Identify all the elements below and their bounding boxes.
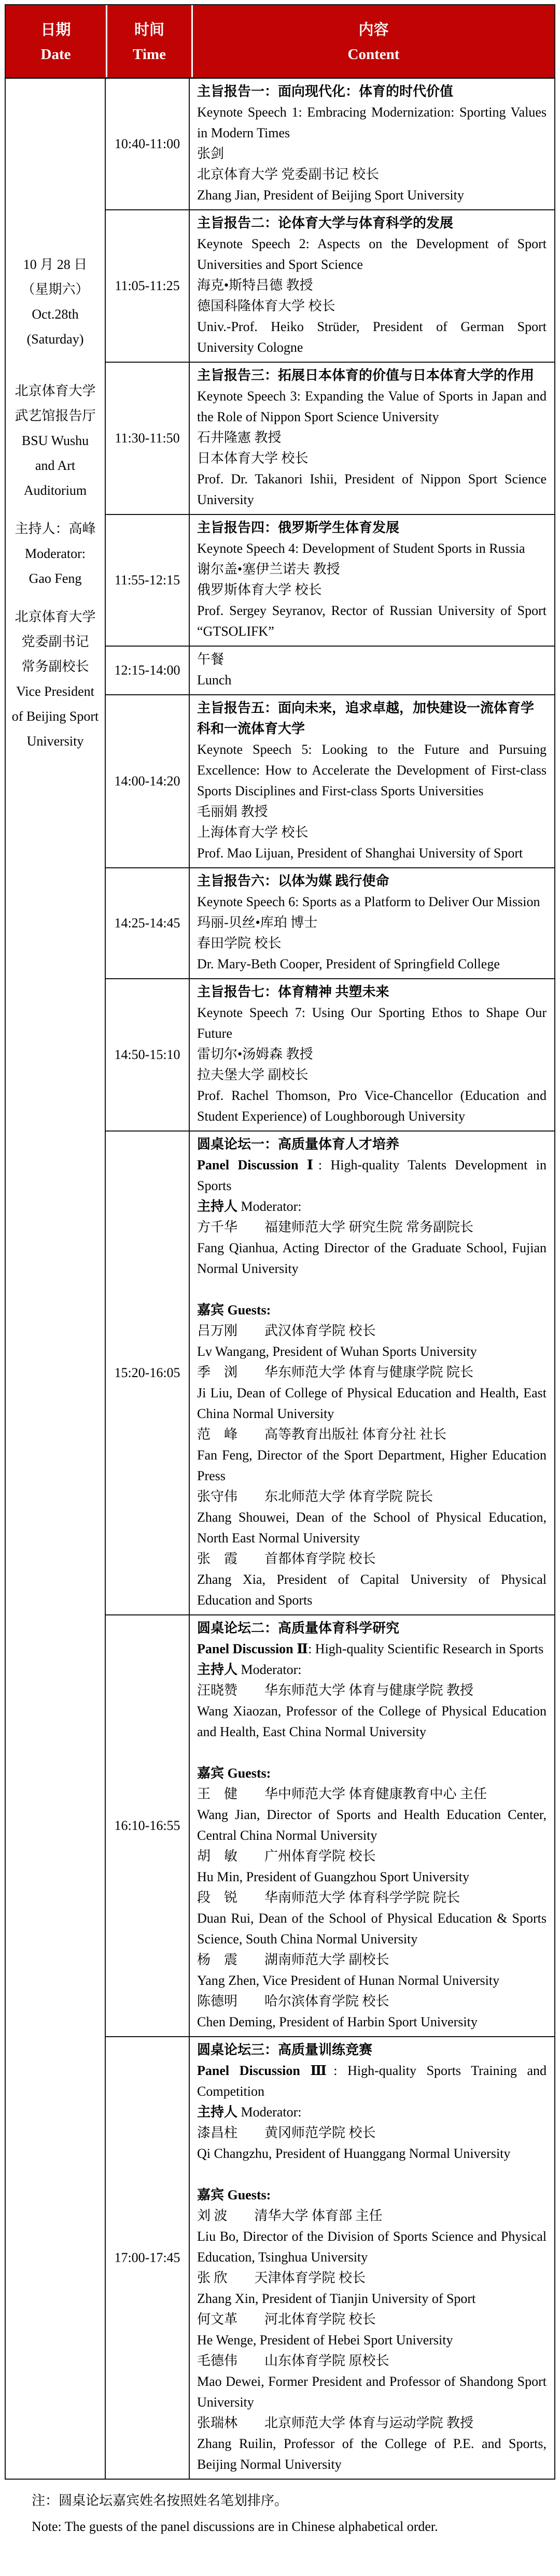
content-cell bbox=[190, 979, 554, 1130]
time-cell: 11:05-11:25 bbox=[106, 210, 190, 362]
content-cell bbox=[190, 363, 554, 514]
content-line: 漆昌柱 黄冈师范学院 校长 bbox=[197, 2125, 376, 2140]
table-row bbox=[106, 515, 554, 647]
table-row bbox=[106, 979, 554, 1132]
table-row bbox=[106, 1615, 554, 2037]
date-cell-line: Vice President bbox=[16, 684, 94, 699]
time-cell: 16:10-16:55 bbox=[106, 1615, 190, 2036]
content-line: 主旨报告七：体育精神 共塑未来 bbox=[197, 984, 389, 999]
content-line: 主持人 Moderator: bbox=[197, 2105, 302, 2120]
content-line: 主持人 Moderator: bbox=[197, 1199, 302, 1214]
time-cell: 12:15-14:00 bbox=[106, 647, 190, 694]
time-cell: 10:40-11:00 bbox=[106, 79, 190, 209]
content-line: Wang Xiaozan, Professor of the College of Physical Education and Health, East China Normal University bbox=[197, 1704, 547, 1739]
content-line: 嘉宾 Guests: bbox=[197, 1303, 271, 1318]
content-line: 张瑞林 北京师范大学 体育与运动学院 教授 bbox=[197, 2415, 474, 2430]
content-line: 段 锐 华南师范大学 体育科学学院 院长 bbox=[197, 1890, 460, 1905]
content-cell bbox=[190, 647, 554, 694]
time-cell: 11:30-11:50 bbox=[106, 363, 190, 514]
content-line: 午餐 bbox=[197, 652, 225, 667]
content-line: Prof. Dr. Takanori Ishii, President of Nippon Sport Science University bbox=[197, 471, 547, 507]
content-line: 主旨报告四：俄罗斯学生体育发展 bbox=[197, 520, 400, 535]
content-line: 陈德明 哈尔滨体育学院 校长 bbox=[197, 1994, 389, 2009]
content-line: Fan Feng, Director of the Sport Department, Higher Education Press bbox=[197, 1448, 547, 1483]
table-row bbox=[106, 2037, 554, 2479]
content-line: 范 峰 高等教育出版社 体育分社 社长 bbox=[197, 1427, 447, 1442]
time-cell: 14:25-14:45 bbox=[106, 868, 190, 978]
content-line: Lunch bbox=[197, 672, 232, 688]
table-row bbox=[106, 210, 554, 363]
content-line: Hu Min, President of Guangzhou Sport University bbox=[197, 1869, 470, 1884]
content-line: Dr. Mary-Beth Cooper, President of Springfield College bbox=[197, 956, 500, 971]
footnote-en: Note: The guests of the panel discussions are in Chinese alphabetical order. bbox=[32, 2519, 438, 2534]
schedule-table bbox=[5, 4, 555, 2480]
content-line: 谢尔盖•塞伊兰诺夫 教授 bbox=[197, 562, 340, 577]
content-line: Panel Discussion Ⅲ: High-quality Sports Training and Competition bbox=[197, 2063, 547, 2099]
content-line: 主持人 Moderator: bbox=[197, 1662, 302, 1677]
content-line: Keynote Speech 1: Embracing Modernization: Sporting Values in Modern Times bbox=[197, 105, 547, 140]
content-line: 圆桌论坛二：高质量体育科学研究 bbox=[197, 1621, 400, 1636]
table-body bbox=[6, 79, 554, 2479]
footnote-zh: 注：圆桌论坛嘉宾姓名按照姓名笔划排序。 bbox=[32, 2493, 288, 2508]
header-col-date bbox=[6, 5, 106, 77]
content-line: 主旨报告三：拓展日本体育的价值与日本体育大学的作用 bbox=[197, 368, 535, 383]
content-line: 毛德伟 山东体育学院 原校长 bbox=[197, 2353, 389, 2368]
content-line: Panel Discussion Ⅰ: High-quality Talents Development in Sports bbox=[197, 1157, 547, 1193]
date-cell-line: University bbox=[26, 734, 84, 749]
content-line: 方千华 福建师范大学 研究生院 常务副院长 bbox=[197, 1220, 474, 1235]
content-line: 张剑 bbox=[197, 146, 225, 161]
content-line: 圆桌论坛三：高质量训练竞赛 bbox=[197, 2042, 373, 2057]
content-line: Zhang Shouwei, Dean of the School of Physical Education, North East Normal University bbox=[197, 1510, 547, 1545]
table-row bbox=[106, 79, 554, 210]
content-line: 王 健 华中师范大学 体育健康教育中心 主任 bbox=[197, 1786, 487, 1801]
content-cell bbox=[190, 1615, 554, 2036]
content-line: Keynote Speech 5: Looking to the Future and Pursuing Excellence: How to Accelerate the Development of First-class Sports Disciplines and First-class Sports Universities bbox=[197, 742, 547, 798]
content-line: Keynote Speech 4: Development of Student Sports in Russia bbox=[197, 541, 525, 556]
table-header bbox=[6, 5, 554, 79]
date-cell-line: 北京体育大学 bbox=[15, 609, 96, 624]
date-cell bbox=[6, 79, 106, 2479]
content-line: Yang Zhen, Vice President of Hunan Normal University bbox=[197, 1973, 500, 1988]
content-line: 拉夫堡大学 副校长 bbox=[197, 1067, 309, 1082]
content-line: 张守伟 东北师范大学 体育学院 院长 bbox=[197, 1489, 433, 1504]
time-cell: 15:20-16:05 bbox=[106, 1132, 190, 1614]
content-line: 上海体育大学 校长 bbox=[197, 825, 309, 840]
date-cell-line: （星期六） bbox=[21, 282, 89, 297]
date-cell-line: Gao Feng bbox=[29, 571, 82, 586]
content-line: 德国科隆体育大学 校长 bbox=[197, 298, 335, 313]
date-cell-line: Moderator: bbox=[25, 546, 86, 561]
date-cell-line: 武艺馆报告厅 bbox=[15, 408, 96, 423]
content-cell bbox=[190, 2037, 554, 2479]
date-cell-gap bbox=[8, 503, 103, 517]
content-line: 张 霞 首都体育学院 校长 bbox=[197, 1551, 376, 1566]
date-cell-line: 常务副校长 bbox=[21, 659, 89, 674]
content-line: He Wenge, President of Hebei Sport University bbox=[197, 2332, 453, 2348]
date-cell-line: and Art bbox=[35, 458, 76, 473]
content-line: 北京体育大学 党委副书记 校长 bbox=[197, 167, 380, 182]
content-gap bbox=[197, 1742, 547, 1763]
content-line: Keynote Speech 3: Expanding the Value of Sports in Japan and the Role of Nippon Sport Science University bbox=[197, 389, 547, 424]
date-cell-line: Oct.28th bbox=[32, 307, 79, 322]
schedule-rows bbox=[106, 79, 554, 2479]
content-line: Qi Changzhu, President of Huanggang Normal University bbox=[197, 2146, 511, 2161]
content-line: 俄罗斯体育大学 校长 bbox=[197, 582, 322, 597]
header-col-time bbox=[107, 5, 191, 77]
content-line: 主旨报告五：面向未来，追求卓越，加快建设一流体育学科和一流体育大学 bbox=[197, 700, 535, 736]
time-cell: 17:00-17:45 bbox=[106, 2037, 190, 2479]
content-line: Ji Liu, Dean of College of Physical Education and Health, East China Normal University bbox=[197, 1385, 547, 1421]
content-line: 日本体育大学 校长 bbox=[197, 451, 309, 466]
content-cell bbox=[190, 695, 554, 867]
content-line: Zhang Xia, President of Capital University of Physical Education and Sports bbox=[197, 1572, 547, 1608]
date-cell-line: 北京体育大学 bbox=[15, 383, 96, 398]
content-line: 圆桌论坛一：高质量体育人才培养 bbox=[197, 1137, 400, 1152]
table-row bbox=[106, 647, 554, 695]
table-row bbox=[106, 363, 554, 515]
table-row bbox=[106, 695, 554, 868]
content-line: Zhang Jian, President of Beijing Sport University bbox=[197, 188, 464, 203]
content-line: 主旨报告六：以体为媒 践行使命 bbox=[197, 874, 389, 889]
content-cell bbox=[190, 868, 554, 978]
date-cell-line: BSU Wushu bbox=[21, 433, 89, 448]
content-cell bbox=[190, 1132, 554, 1614]
content-line: Mao Dewei, Former President and Professor of Shandong Sport University bbox=[197, 2374, 547, 2410]
content-line: Duan Rui, Dean of the School of Physical Education & Sports Science, South China Normal University bbox=[197, 1911, 547, 1947]
content-line: 季 浏 华东师范大学 体育与健康学院 院长 bbox=[197, 1365, 474, 1380]
content-line: Univ.-Prof. Heiko Strüder, President of German Sport University Cologne bbox=[197, 319, 547, 355]
content-gap bbox=[197, 2164, 547, 2185]
content-line: 汪晓赞 华东师范大学 体育与健康学院 教授 bbox=[197, 1683, 474, 1698]
header-col-content bbox=[193, 5, 554, 77]
content-gap bbox=[197, 1279, 547, 1300]
content-line: 主旨报告二：论体育大学与体育科学的发展 bbox=[197, 216, 454, 231]
content-line: 杨 震 湖南师范大学 副校长 bbox=[197, 1952, 389, 1967]
content-line: 春田学院 校长 bbox=[197, 936, 282, 951]
date-cell-gap bbox=[8, 591, 103, 605]
date-cell-line: Auditorium bbox=[23, 483, 87, 498]
content-line: 何文革 河北体育学院 校长 bbox=[197, 2312, 376, 2327]
content-line: Lv Wangang, President of Wuhan Sports University bbox=[197, 1344, 477, 1359]
content-line: Keynote Speech 7: Using Our Sporting Ethos to Shape Our Future bbox=[197, 1005, 547, 1041]
table-row bbox=[106, 868, 554, 979]
date-cell-line: 党委副书记 bbox=[21, 634, 89, 649]
date-cell-gap bbox=[8, 352, 103, 365]
date-cell-gap bbox=[8, 365, 103, 379]
content-line: Zhang Ruilin, Professor of the College of P.E. and Sports, Beijing Normal University bbox=[197, 2436, 547, 2472]
header-time-en: Time bbox=[133, 46, 166, 63]
time-cell: 14:00-14:20 bbox=[106, 695, 190, 867]
content-cell bbox=[190, 79, 554, 209]
header-date-en: Date bbox=[40, 46, 71, 63]
date-cell-line: 主持人：高峰 bbox=[15, 521, 96, 536]
table-row bbox=[106, 1132, 554, 1615]
date-cell-line: 10 月 28 日 bbox=[23, 257, 88, 272]
content-line: 玛丽-贝丝•库珀 博士 bbox=[197, 915, 318, 930]
content-line: 主旨报告一：面向现代化：体育的时代价值 bbox=[197, 84, 454, 99]
content-line: Prof. Sergey Seyranov, Rector of Russian University of Sport “GTSOLIFK” bbox=[197, 603, 547, 639]
content-line: 雷切尔•汤姆森 教授 bbox=[197, 1047, 313, 1062]
content-line: 毛丽娟 教授 bbox=[197, 804, 268, 819]
header-content-en: Content bbox=[347, 46, 400, 63]
content-cell bbox=[190, 210, 554, 362]
content-line: 石井隆憲 教授 bbox=[197, 430, 282, 445]
content-line: 海克•斯特吕德 教授 bbox=[197, 278, 313, 293]
content-line: 刘 波 清华大学 体育部 主任 bbox=[197, 2208, 383, 2223]
content-line: Fang Qianhua, Acting Director of the Graduate School, Fujian Normal University bbox=[197, 1240, 547, 1276]
content-line: Wang Jian, Director of Sports and Health Education Center, Central China Normal University bbox=[197, 1807, 547, 1843]
date-cell-line: (Saturday) bbox=[26, 332, 84, 347]
date-cell-line: of Beijing Sport bbox=[11, 709, 99, 724]
header-content-zh: 内容 bbox=[358, 22, 389, 38]
content-line: 胡 敏 广州体育学院 校长 bbox=[197, 1849, 376, 1864]
header-time-zh: 时间 bbox=[134, 22, 164, 38]
content-line: Prof. Rachel Thomson, Pro Vice-Chancellor (Education and Student Experience) of Loughborough University bbox=[197, 1088, 547, 1124]
content-line: 吕万刚 武汉体育学院 校长 bbox=[197, 1323, 376, 1338]
time-cell: 14:50-15:10 bbox=[106, 979, 190, 1130]
content-line: Keynote Speech 2: Aspects on the Development of Sport Universities and Sport Science bbox=[197, 236, 547, 272]
content-line: 张 欣 天津体育学院 校长 bbox=[197, 2270, 366, 2285]
content-line: Keynote Speech 6: Sports as a Platform to Deliver Our Mission bbox=[197, 894, 540, 909]
time-cell: 11:55-12:15 bbox=[106, 515, 190, 646]
content-line: Panel Discussion Ⅱ: High-quality Scientific Research in Sports bbox=[197, 1641, 544, 1656]
content-line: 嘉宾 Guests: bbox=[197, 1766, 271, 1781]
content-line: Liu Bo, Director of the Division of Sports Science and Physical Education, Tsinghua University bbox=[197, 2229, 547, 2265]
content-cell bbox=[190, 515, 554, 646]
header-date-zh: 日期 bbox=[40, 22, 71, 38]
content-line: 嘉宾 Guests: bbox=[197, 2187, 271, 2202]
content-line: Chen Deming, President of Harbin Sport University bbox=[197, 2014, 478, 2029]
footnote bbox=[5, 2480, 555, 2545]
content-line: Prof. Mao Lijuan, President of Shanghai University of Sport bbox=[197, 846, 523, 861]
content-line: Zhang Xin, President of Tianjin University of Sport bbox=[197, 2291, 476, 2306]
